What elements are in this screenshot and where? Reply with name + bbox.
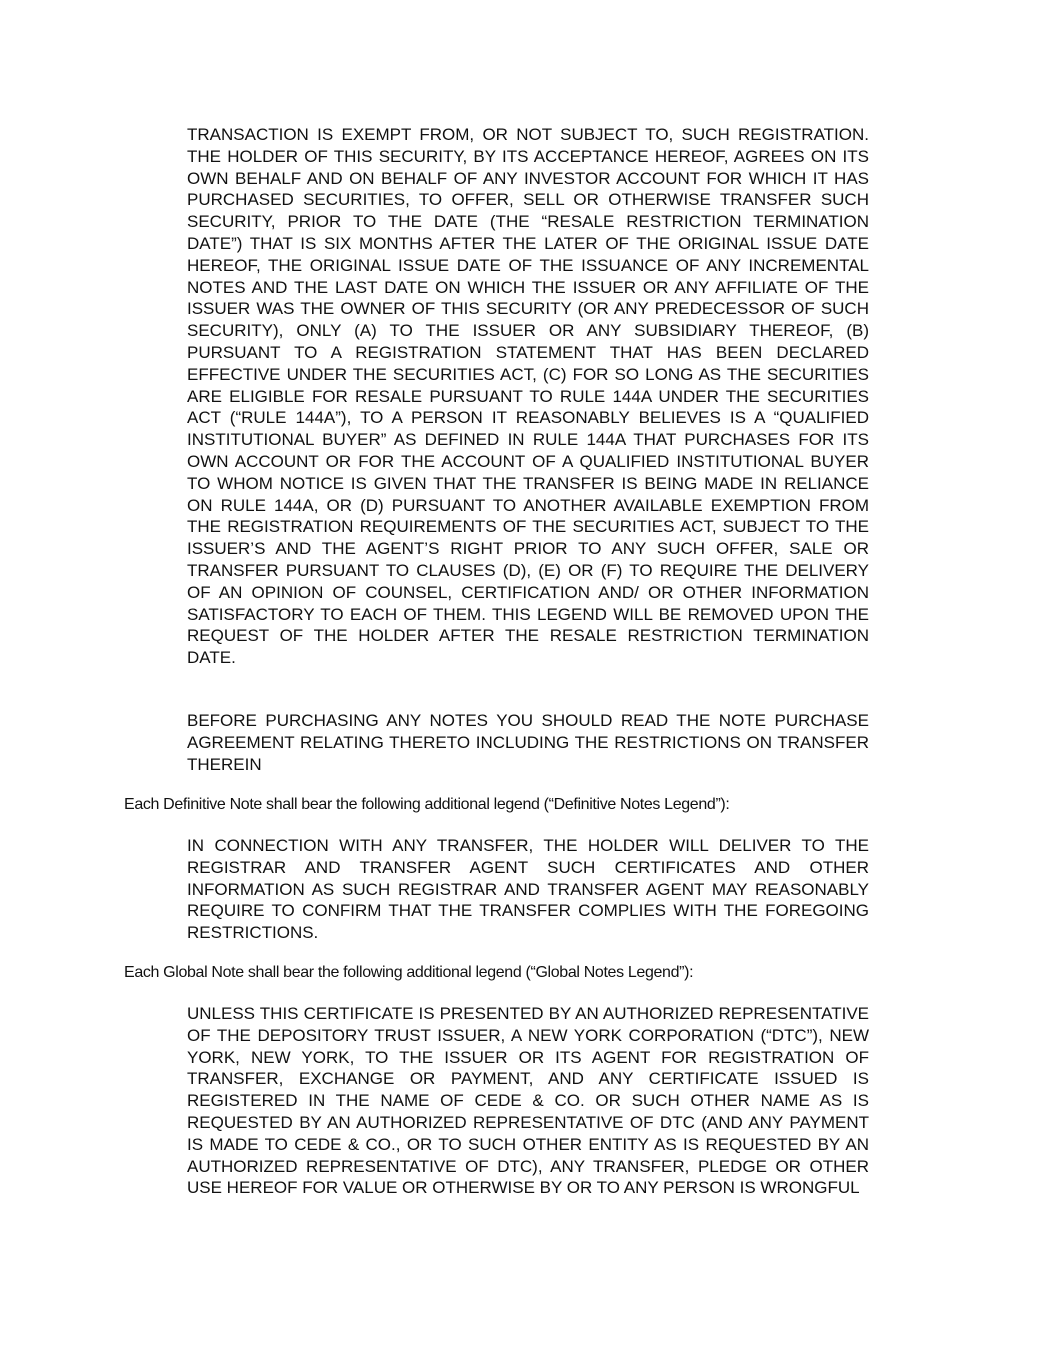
purchase-notice-paragraph: BEFORE PURCHASING ANY NOTES YOU SHOULD READ THE NOTE PURCHASE AGREEMENT RELATING THERETO INCLUDING THE RESTRICTIONS ON TRANSFER THEREIN	[187, 711, 869, 774]
definitive-notes-intro: Each Definitive Note shall bear the following additional legend (“Definitive Notes Legend”):	[124, 796, 730, 813]
definitive-notes-legend-paragraph: IN CONNECTION WITH ANY TRANSFER, THE HOLDER WILL DELIVER TO THE REGISTRAR AND TRANSFER AGENT SUCH CERTIFICATES AND OTHER INFORMATION AS SUCH REGISTRAR AND TRANSFER AGENT MAY REASONABLY REQUIRE TO CONFIRM THAT THE TRANSFER COMPLIES WITH THE FOREGOING RESTRICTIONS.	[187, 836, 869, 943]
global-notes-legend-paragraph: UNLESS THIS CERTIFICATE IS PRESENTED BY AN AUTHORIZED REPRESENTATIVE OF THE DEPOSITORY TRUST ISSUER, A NEW YORK CORPORATION (“DTC”), NEW YORK, NEW YORK, TO THE ISSUER OR ITS AGENT FOR REGISTRATION OF TRANSFER, EXCHANGE OR PAYMENT, AND ANY CERTIFICATE ISSUED IS REGISTERED IN THE NAME OF CEDE & CO. OR SUCH OTHER NAME AS IS REQUESTED BY AN AUTHORIZED REPRESENTATIVE OF DTC (AND ANY PAYMENT IS MADE TO CEDE & CO., OR TO SUCH OTHER ENTITY AS IS REQUESTED BY AN AUTHORIZED REPRESENTATIVE OF DTC), ANY TRANSFER, PLEDGE OR OTHER USE HEREOF FOR VALUE OR OTHERWISE BY OR TO ANY PERSON IS WRONGFUL	[187, 1004, 869, 1198]
global-notes-intro: Each Global Note shall bear the following additional legend (“Global Notes Legend”):	[124, 964, 694, 981]
restriction-legend-paragraph: TRANSACTION IS EXEMPT FROM, OR NOT SUBJECT TO, SUCH REGISTRATION. THE HOLDER OF THIS SECURITY, BY ITS ACCEPTANCE HEREOF, AGREES ON ITS OWN BEHALF AND ON BEHALF OF ANY INVESTOR ACCOUNT FOR WHICH IT HAS PURCHASED SECURITIES, TO OFFER, SELL OR OTHERWISE TRANSFER SUCH SECURITY, PRIOR TO THE DATE (THE “RESALE RESTRICTION TERMINATION DATE”) THAT IS SIX MONTHS AFTER THE LATER OF THE ORIGINAL ISSUE DATE HEREOF, THE ORIGINAL ISSUE DATE OF THE ISSUANCE OF ANY INCREMENTAL NOTES AND THE LAST DATE ON WHICH THE ISSUER OR ANY AFFILIATE OF THE ISSUER WAS THE OWNER OF THIS SECURITY (OR ANY PREDECESSOR OF SUCH SECURITY), ONLY (A) TO THE ISSUER OR ANY SUBSIDIARY THEREOF, (B) PURSUANT TO A REGISTRATION STATEMENT THAT HAS BEEN DECLARED EFFECTIVE UNDER THE SECURITIES ACT, (C) FOR SO LONG AS THE SECURITIES ARE ELIGIBLE FOR RESALE PURSUANT TO RULE 144A UNDER THE SECURITIES ACT (“RULE 144A”), TO A PERSON IT REASONABLY BELIEVES IS A “QUALIFIED INSTITUTIONAL BUYER” AS DEFINED IN RULE 144A THAT PURCHASES FOR ITS OWN ACCOUNT OR FOR THE ACCOUNT OF A QUALIFIED INSTITUTIONAL BUYER TO WHOM NOTICE IS GIVEN THAT THE TRANSFER IS BEING MADE IN RELIANCE ON RULE 144A, OR (D) PURSUANT TO ANOTHER AVAILABLE EXEMPTION FROM THE REGISTRATION REQUIREMENTS OF THE SECURITIES ACT, SUBJECT TO THE ISSUER’S AND THE AGENT’S RIGHT PRIOR TO ANY SUCH OFFER, SALE OR TRANSFER PURSUANT TO CLAUSES (D), (E) OR (F) TO REQUIRE THE DELIVERY OF AN OPINION OF COUNSEL, CERTIFICATION AND/ OR OTHER INFORMATION SATISFACTORY TO EACH OF THEM. THIS LEGEND WILL BE REMOVED UPON THE REQUEST OF THE HOLDER AFTER THE RESALE RESTRICTION TERMINATION DATE.	[187, 125, 869, 668]
